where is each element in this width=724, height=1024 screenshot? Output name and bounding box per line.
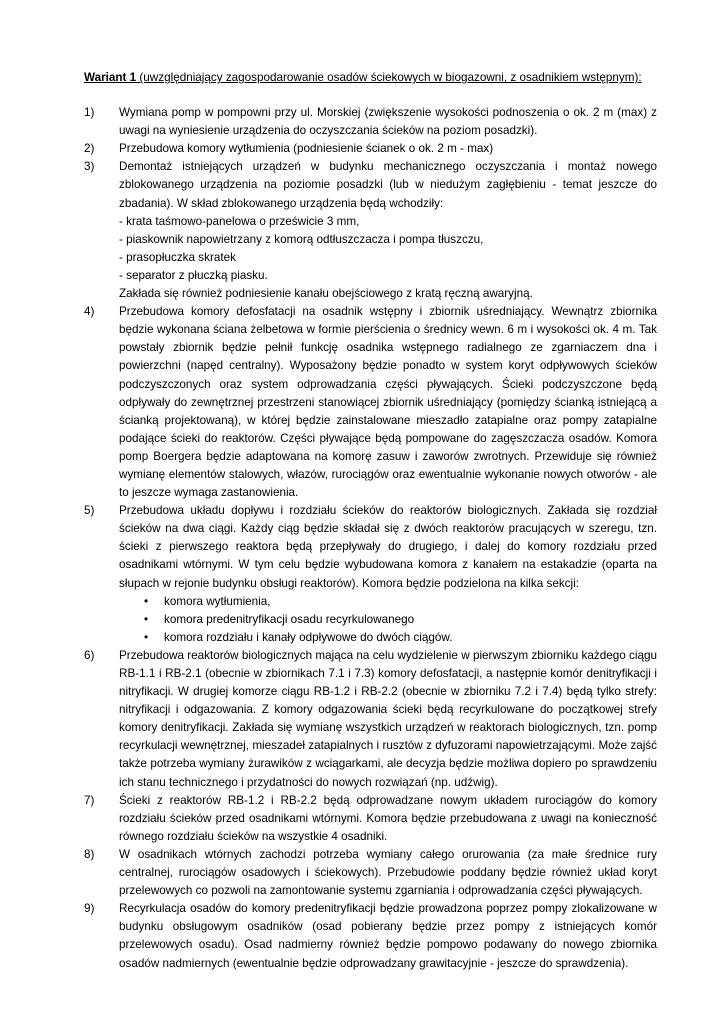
item-number: 1) bbox=[84, 106, 95, 120]
item-paragraph: Przebudowa komory wytłumienia (podniesienie ścianek o ok. 2 m - max) bbox=[119, 142, 494, 156]
item-number: 4) bbox=[84, 305, 95, 319]
item-paragraph: Zakłada się również podniesienie kanału obejściowego z kratą ręczną awaryjną. bbox=[119, 287, 533, 301]
list-item bbox=[84, 140, 657, 158]
item-body bbox=[119, 900, 657, 972]
item-body bbox=[119, 502, 657, 647]
item-body bbox=[119, 140, 657, 158]
bullet-icon: • bbox=[144, 594, 149, 608]
item-paragraph: Wymiana pomp w pompowni przy ul. Morskiej (zwiększenie wysokości podnoszenia o ok. 2 m (max) z uwagi na wyniesienie urządzenia do oczyszczania ścieków na poziom posadzki). bbox=[119, 106, 657, 138]
variant-heading-text: (uwzględniający zagospodarowanie osadów ściekowych w biogazowni, z osadnikiem wstępnym): bbox=[136, 71, 642, 84]
item-number: 9) bbox=[84, 902, 95, 916]
item-number: 8) bbox=[84, 847, 95, 861]
list-item bbox=[84, 502, 657, 647]
item-number: 3) bbox=[84, 160, 95, 174]
list-item bbox=[84, 104, 657, 140]
document-page bbox=[84, 69, 657, 973]
item-number: 5) bbox=[84, 504, 95, 518]
list-item bbox=[84, 792, 657, 846]
bullet-item bbox=[144, 611, 657, 629]
list-item bbox=[84, 900, 657, 972]
item-paragraph: Ścieki z reaktorów RB-1.2 i RB-2.2 będą odprowadzane nowym układem rurociągów do komory rozdziału ścieków przed osadnikami wtórnymi. Komora będzie przebudowana z uwagi na konieczność równego rozdziału ścieków na wszystkie 4 osadniki. bbox=[119, 793, 657, 843]
item-paragraph: W osadnikach wtórnych zachodzi potrzeba wymiany całego orurowania (za małe średnice rury centralnej, rurociągów osadowych i ściekowych). Przebudowie poddany będzie również układ koryt przelewowych co pozwoli na zamontowanie systemu zgarniania i odprowadzania części pływających. bbox=[119, 847, 657, 898]
bullet-icon: • bbox=[144, 630, 149, 644]
item-body bbox=[119, 792, 657, 846]
bullet-text: komora rozdziału i kanały odpływowe do dwóch ciągów. bbox=[164, 630, 453, 644]
bullet-icon: • bbox=[144, 612, 149, 626]
item-paragraph: Przebudowa reaktorów biologicznych mająca na celu wydzielenie w pierwszym zbiorniku każdego ciągu RB-1.1 i RB-2.1 (obecnie w zbiornikach 7.1 i 7.3) komory defosfatacji, a następnie komór denitryfikacji i nitryfikacji. W drugiej komorze ciągu RB-1.2 i RB-2.2 (obecnie w zbiorniku 7.2 i 7.4) będą tylko strefy: nitryfikacji i odgazowania. Z komory odgazowania ścieki będą recyrkulowane do początkowej strefy komory denitryfikacji. Zakłada się wymianę wszystkich urządzeń w reaktorach biologicznych, tzn. pomp recyrkulacji wewnętrznej, mieszadeł zatapialnych i rusztów z dyfuzorami napowietrzającymi. Może zajść także potrzeba wymiany żurawików z wciągarkami, ale decyzja będzie możliwa dopiero po sprawdzeniu ich stanu technicznego i przydatności do nowych rozwiązań (np. udźwig). bbox=[119, 648, 657, 789]
sub-item: - separator z płuczką piasku. bbox=[119, 268, 268, 282]
item-paragraph: Przebudowa komory defosfatacji na osadnik wstępny i zbiornik uśredniający. Wewnątrz zbiornika będzie wykonana ściana żelbetowa w formie pierścienia o średnicy wewn. 6 m i wysokości ok. 4 m. Tak powstały zbiornik będzie pełnił funkcję osadnika wstępnego radialnego ze zgarniaczem dna i powierzchni (napęd centralny). Wyposażony będzie ponadto w system koryt odpływowych ścieków podczyszczonych oraz system odprowadzania części pływających. Ścieki podczyszczone będą odpływały do zewnętrznej przestrzeni stanowiącej zbiornik uśredniający (pomiędzy ścianką istniejącą a ścianką projektowaną), w której będzie zainstalowane mieszadło zatapialne oraz pompy zatapialne podające ścieki do reaktorów. Części pływające będą pompowane do zagęszczacza osadów. Komora pomp Boergera będzie adaptowana na komorę zasuw i zaworów zwrotnych. Przewiduje się również wymianę elementów stalowych, włazów, rurociągów oraz ewentualnie wykonanie nowych otworów - ale to jeszcze wymaga zastanowienia. bbox=[119, 305, 657, 500]
list-item bbox=[84, 846, 657, 900]
variant-heading-bold: Wariant 1 bbox=[84, 71, 137, 84]
list-item bbox=[84, 647, 657, 792]
item-body bbox=[119, 104, 657, 140]
item-number: 7) bbox=[84, 793, 95, 807]
item-body bbox=[119, 846, 657, 900]
numbered-list bbox=[84, 104, 657, 973]
bullet-text: komora predenitryfikacji osadu recyrkulowanego bbox=[164, 612, 415, 626]
list-item bbox=[84, 303, 657, 502]
item-paragraph: Przebudowa układu dopływu i rozdziału ścieków do reaktorów biologicznych. Zakłada się rozdział ścieków na dwa ciągi. Każdy ciąg będzie składał się z dwóch reaktorów pracujących w szeregu, tzn. ścieki z pierwszego reaktora będą przepływały do drugiego, i dalej do komory rozdziału przed osadnikami wtórnymi. W tym celu będzie wybudowana komora z kanałem na estakadzie (oparta na słupach w rejonie budynku obsługi reaktorów). Komora będzie podzielona na kilka sekcji: bbox=[119, 504, 657, 590]
sub-item: - prasopłuczka skratek bbox=[119, 250, 236, 264]
item-number: 2) bbox=[84, 142, 95, 156]
bullet-text: komora wytłumienia, bbox=[164, 594, 271, 608]
bullet-item bbox=[144, 629, 657, 647]
sub-item: - piaskownik napowietrzany z komorą odtłuszczacza i pompa tłuszczu, bbox=[119, 232, 484, 246]
item-body bbox=[119, 158, 657, 303]
list-item bbox=[84, 158, 657, 303]
variant-heading bbox=[84, 69, 657, 87]
sub-item: - krata taśmowo-panelowa o prześwicie 3 mm, bbox=[119, 214, 360, 228]
item-body bbox=[119, 303, 657, 502]
item-number: 6) bbox=[84, 648, 95, 662]
item-paragraph: Recyrkulacja osadów do komory predenitryfikacji będzie prowadzona poprzez pompy zlokalizowane w budynku obsługowym osadników (osad pobierany będzie przez pompy z istniejących komór przelewowych osadu). Osad nadmierny również będzie pompowo podawany do nowego zbiornika osadów nadmiernych (ewentualnie będzie odprowadzany grawitacyjnie - jeszcze do sprawdzenia). bbox=[119, 902, 657, 970]
item-body bbox=[119, 647, 657, 792]
bullet-list bbox=[119, 593, 657, 647]
item-paragraph: Demontaż istniejących urządzeń w budynku mechanicznego oczyszczania i montaż nowego zblokowanego urządzenia na poziomie posadzki (lub w niedużym zagłębieniu - temat jeszcze do zbadania). W skład zblokowanego urządzenia będą wchodziły: bbox=[119, 160, 657, 210]
bullet-item bbox=[144, 593, 657, 611]
